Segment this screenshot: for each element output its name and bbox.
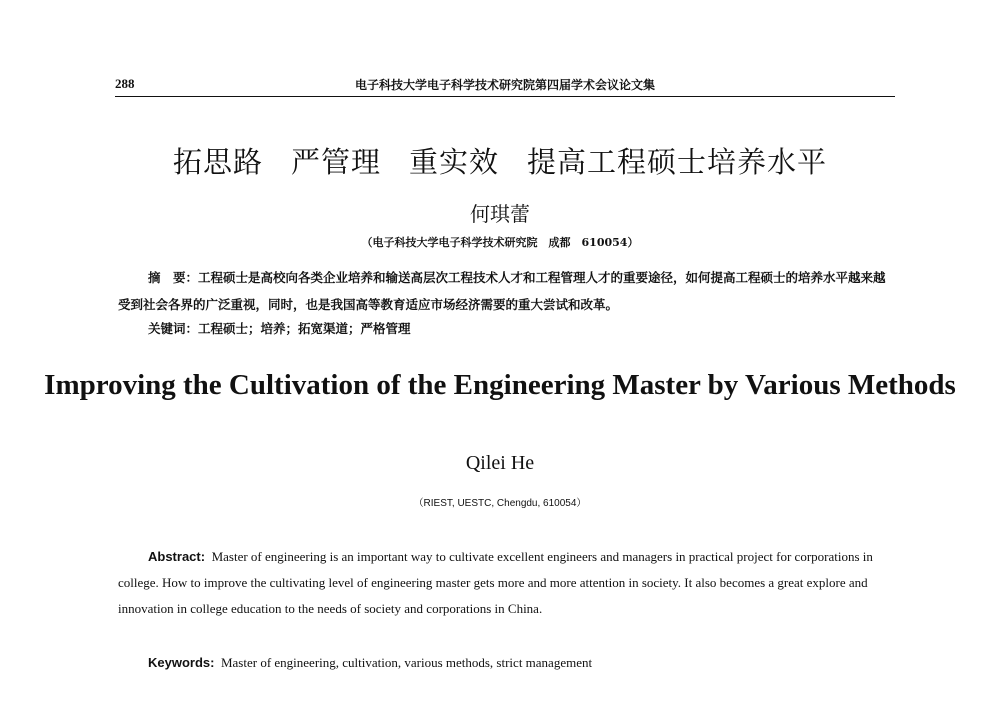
- chinese-title-part: 提高工程硕士培养水平: [527, 145, 828, 179]
- chinese-title-part: 严管理: [290, 145, 381, 179]
- english-title: Improving the Cultivation of the Engineering Master by Various Methods: [44, 369, 956, 401]
- chinese-title: [0, 140, 1000, 181]
- chinese-abstract: [118, 264, 898, 318]
- english-keywords: [148, 655, 592, 671]
- chinese-title-part: 拓思路: [172, 145, 263, 179]
- chinese-keywords-text: 工程硕士；培养；拓宽渠道；严格管理: [198, 321, 411, 336]
- english-abstract-label: Abstract:: [148, 549, 206, 564]
- chinese-affiliation: （电子科技大学电子科学技术研究院 成都 610054）: [361, 236, 639, 249]
- journal-title: 电子科技大学电子科学技术研究院第四届学术会议论文集: [354, 78, 655, 92]
- english-keywords-label: Keywords:: [148, 655, 215, 670]
- chinese-author: 何琪蕾: [470, 202, 530, 226]
- running-header: [115, 76, 895, 97]
- english-author: Qilei He: [465, 452, 535, 474]
- page-number: 288: [115, 76, 135, 91]
- english-keywords-text: Master of engineering, cultivation, various methods, strict management: [220, 655, 593, 670]
- english-abstract-text: Master of engineering is an important way to cultivate excellent engineers and managers in practical project for corporations in college. How to improve the cultivating level of engineering master gets more and more attention in society. It also becomes a great explore and innovation in college education to the needs of society and corporations in China.: [118, 549, 873, 616]
- english-abstract: [118, 544, 894, 622]
- chinese-abstract-text: 工程硕士是高校向各类企业培养和输送高层次工程技术人才和工程管理人才的重要途径，如何提高工程硕士的培养水平越来越受到社会各界的广泛重视，同时，也是我国高等教育适应市场经济需要的重大尝试和改革。: [118, 270, 886, 312]
- chinese-title-part: 重实效: [409, 145, 500, 179]
- chinese-keywords-label: 关键词：: [148, 321, 199, 336]
- english-affiliation: （RIEST, UESTC, Chengdu, 610054）: [413, 498, 587, 509]
- chinese-abstract-label: 摘 要：: [148, 270, 199, 285]
- chinese-keywords: [148, 319, 411, 337]
